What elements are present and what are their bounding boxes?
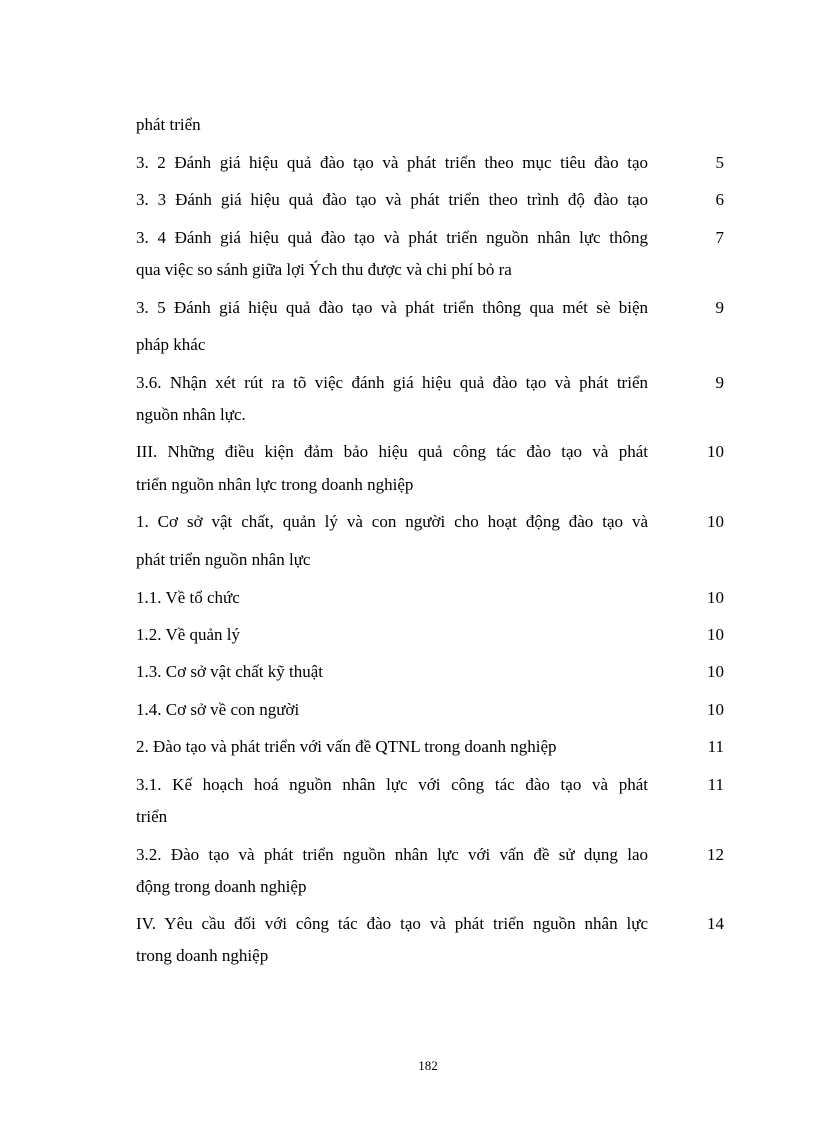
toc-entry-text: qua việc so sánh giữa lợi Ých thu được và chi phí bỏ ra: [136, 260, 512, 279]
toc-entry-line: [136, 694, 724, 726]
toc-entry-line: [136, 769, 724, 801]
toc-entry-page: 7: [715, 228, 724, 247]
toc-entry-text: động trong doanh nghiệp: [136, 877, 307, 896]
toc-entry-page: 10: [707, 512, 724, 531]
toc-entry-page: 5: [715, 153, 724, 172]
toc-entry-text: 3.2. Đào tạo và phát triển nguồn nhân lực với vấn đề sử dụng lao: [136, 845, 648, 864]
page-number: 182: [418, 1058, 438, 1073]
toc-entry-text: phát triển: [136, 115, 201, 134]
toc-entry-line: [136, 399, 724, 431]
toc-entry-page: 10: [707, 625, 724, 644]
toc-entry-line: [136, 222, 724, 254]
toc-entry-page: 12: [707, 845, 724, 864]
toc-entry-line: [136, 184, 724, 216]
toc-entry-line: [136, 147, 724, 179]
toc-entry-page: 9: [715, 373, 724, 392]
toc-entry-text: triển: [136, 807, 168, 826]
toc-entry-page: 10: [707, 588, 724, 607]
toc-entry-text: 1.2. Về quản lý: [136, 625, 241, 644]
toc-entry-text: trong doanh nghiệp: [136, 946, 269, 965]
toc-entry-text: 1.1. Về tổ chức: [136, 588, 240, 607]
toc-entry-line: [136, 469, 724, 501]
toc-entry-line: [136, 292, 724, 324]
toc-entry-line: [136, 801, 724, 833]
toc-entry-page: 14: [707, 914, 724, 933]
toc-entry-line: [136, 582, 724, 614]
toc-entry-line: [136, 871, 724, 903]
toc-entry-line: [136, 367, 724, 399]
toc-entry-line: [136, 254, 724, 286]
toc-entry-line: [136, 544, 724, 576]
toc-entry-text: 3. 5 Đánh giá hiệu quả đào tạo và phát triển thông qua mét sè biện: [136, 298, 648, 317]
toc-entry-page: 6: [715, 190, 724, 209]
toc-entry-line: [136, 839, 724, 871]
toc-entry-text: triển nguồn nhân lực trong doanh nghiệp: [136, 475, 414, 494]
toc-entry-text: IV. Yêu cầu đối với công tác đào tạo và phát triển nguồn nhân lực: [136, 914, 648, 933]
toc-entry-page: 10: [707, 700, 724, 719]
toc-entry-text: III. Những điều kiện đảm bảo hiệu quả công tác đào tạo và phát: [136, 442, 648, 461]
toc-entry-line: [136, 436, 724, 468]
toc-entry-text: 3. 2 Đánh giá hiệu quả đào tạo và phát triển theo mục tiêu đào tạo: [136, 153, 648, 172]
toc-entry-line: [136, 731, 724, 763]
toc-entry-page: 10: [707, 662, 724, 681]
toc-entry-text: 1. Cơ sở vật chất, quản lý và con người cho hoạt động đào tạo và: [136, 512, 648, 531]
toc-entry-text: 1.3. Cơ sở vật chất kỹ thuật: [136, 662, 324, 681]
toc-entry-text: 3.1. Kế hoạch hoá nguồn nhân lực với công tác đào tạo và phát: [136, 775, 648, 794]
toc-entry-page: 9: [715, 298, 724, 317]
toc-entry-line: [136, 109, 724, 141]
toc-entry-text: 3. 4 Đánh giá hiệu quả đào tạo và phát triển nguồn nhân lực thông: [136, 228, 648, 247]
toc-entry-line: [136, 506, 724, 538]
toc-entry-text: pháp khác: [136, 335, 206, 354]
toc-entry-line: [136, 619, 724, 651]
toc-entry-page: 10: [707, 442, 724, 461]
toc-entry-line: [136, 656, 724, 688]
toc-entry-text: nguồn nhân lực.: [136, 405, 246, 424]
toc-entry-line: [136, 940, 724, 972]
toc-entry-text: phát triển nguồn nhân lực: [136, 550, 311, 569]
toc-entry-line: [136, 329, 724, 361]
toc-entry-page: 11: [707, 775, 724, 794]
toc-entry-text: 1.4. Cơ sở về con người: [136, 700, 300, 719]
toc-entry-text: 3. 3 Đánh giá hiệu quả đào tạo và phát triển theo trình độ đào tạo: [136, 190, 648, 209]
toc-entry-text: 2. Đào tạo và phát triển với vấn đề QTNL trong doanh nghiệp: [136, 737, 557, 756]
toc-entry-text: 3.6. Nhận xét rút ra tõ việc đánh giá hiệu quả đào tạo và phát triển: [136, 373, 648, 392]
toc-entry-page: 11: [707, 737, 724, 756]
toc-entry-line: [136, 908, 724, 940]
